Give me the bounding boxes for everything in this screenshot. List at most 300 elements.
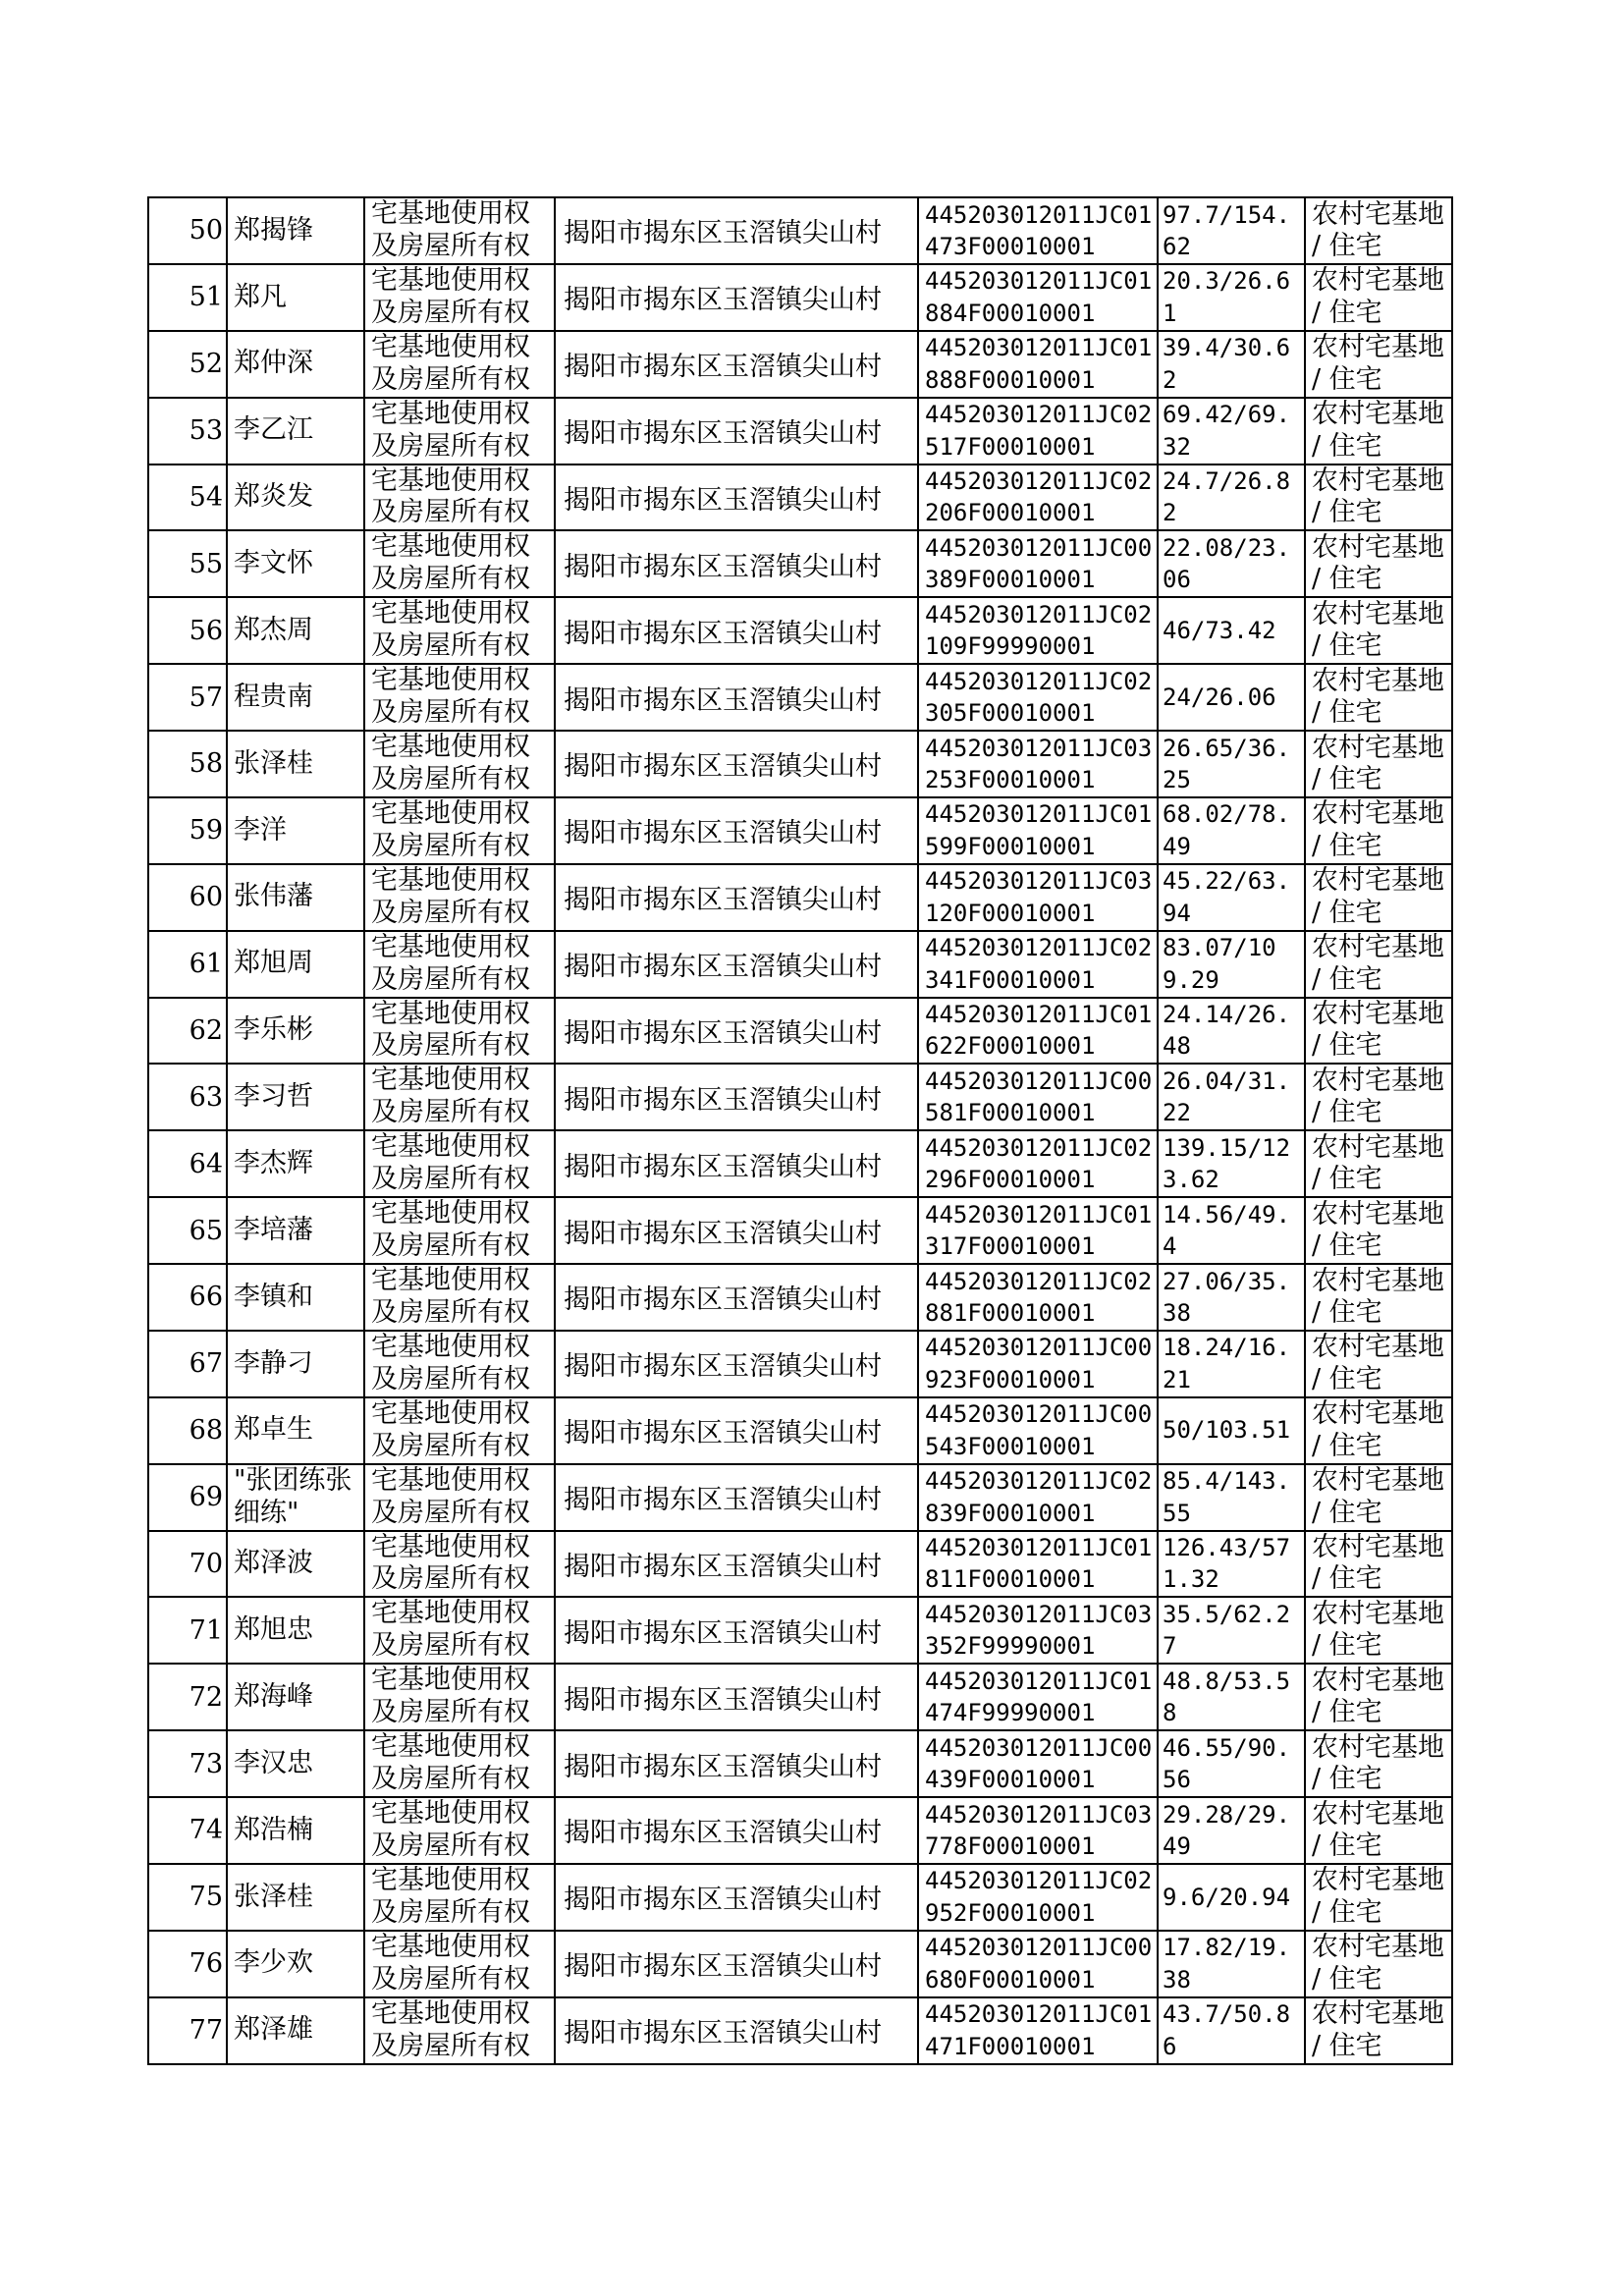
area-cell — [1158, 731, 1305, 797]
right-type-text: 宅基地使用权及房屋所有权 — [371, 1997, 530, 2061]
usage-text: 农村宅基地 / 住宅 — [1312, 1865, 1444, 1928]
table-row — [148, 1931, 1452, 1997]
right-type-text: 宅基地使用权及房屋所有权 — [371, 1864, 530, 1928]
right-type-text: 宅基地使用权及房屋所有权 — [371, 1265, 530, 1328]
table-row — [148, 1397, 1452, 1464]
usage-cell — [1305, 998, 1452, 1065]
owner-name-cell — [227, 998, 364, 1065]
unit-code-cell — [918, 530, 1158, 597]
location-text: 揭阳市揭东区玉滘镇尖山村 — [564, 1818, 882, 1849]
row-number-text: 68 — [189, 1415, 223, 1447]
area-cell — [1158, 1331, 1305, 1397]
right-type-cell — [364, 530, 555, 597]
row-number-cell — [148, 1064, 227, 1130]
usage-cell — [1305, 1931, 1452, 1997]
row-number-text: 53 — [189, 415, 223, 447]
location-text: 揭阳市揭东区玉滘镇尖山村 — [564, 684, 882, 716]
area-cell — [1158, 1397, 1305, 1464]
right-type-text: 宅基地使用权及房屋所有权 — [371, 1665, 530, 1728]
area-text: 26.04/31.22 — [1163, 1066, 1291, 1127]
usage-cell — [1305, 1197, 1452, 1264]
row-number-cell — [148, 1730, 227, 1797]
owner-name-cell — [227, 1397, 364, 1464]
location-text: 揭阳市揭东区玉滘镇尖山村 — [564, 751, 882, 783]
location-cell — [555, 1531, 918, 1598]
table-row — [148, 264, 1452, 331]
unit-code-cell — [918, 664, 1158, 731]
location-cell — [555, 1997, 918, 2064]
usage-text: 农村宅基地 / 住宅 — [1312, 798, 1444, 861]
owner-name-cell — [227, 1064, 364, 1130]
right-type-text: 宅基地使用权及房屋所有权 — [371, 998, 530, 1062]
right-type-cell — [364, 1464, 555, 1531]
row-number-text: 59 — [189, 815, 223, 847]
area-cell — [1158, 1130, 1305, 1197]
right-type-text: 宅基地使用权及房屋所有权 — [371, 1464, 530, 1528]
owner-name-cell — [227, 731, 364, 797]
area-text: 17.82/19.38 — [1163, 1934, 1291, 1994]
usage-text: 农村宅基地 / 住宅 — [1312, 1398, 1444, 1461]
row-number-text: 76 — [189, 1948, 223, 1980]
location-text: 揭阳市揭东区玉滘镇尖山村 — [564, 1485, 882, 1516]
table-row — [148, 1597, 1452, 1664]
right-type-cell — [364, 464, 555, 531]
row-number-text: 52 — [189, 349, 223, 380]
owner-name-text: 李汉忠 — [234, 1747, 313, 1778]
owner-name-cell — [227, 197, 364, 264]
right-type-cell — [364, 931, 555, 998]
unit-code-text: 445203012011JC00923F00010001 — [925, 1334, 1153, 1393]
area-cell — [1158, 331, 1305, 398]
area-text: 9.6/20.94 — [1163, 1883, 1291, 1911]
area-cell — [1158, 464, 1305, 531]
unit-code-cell — [918, 464, 1158, 531]
owner-name-text: 李培藩 — [234, 1214, 313, 1245]
area-cell — [1158, 998, 1305, 1065]
owner-name-text: 李乐彬 — [234, 1014, 313, 1046]
location-cell — [555, 1864, 918, 1931]
table-row — [148, 731, 1452, 797]
area-text: 24.7/26.82 — [1163, 467, 1291, 527]
unit-code-text: 445203012011JC03352F99990001 — [925, 1600, 1153, 1661]
unit-code-cell — [918, 1197, 1158, 1264]
location-cell — [555, 331, 918, 398]
owner-name-text: 李乙江 — [234, 414, 313, 446]
unit-code-text: 445203012011JC01811F00010001 — [925, 1534, 1153, 1594]
unit-code-text: 445203012011JC00581F00010001 — [925, 1066, 1153, 1127]
area-cell — [1158, 664, 1305, 731]
unit-code-text: 445203012011JC02296F00010001 — [925, 1133, 1153, 1194]
usage-cell — [1305, 1464, 1452, 1531]
location-text: 揭阳市揭东区玉滘镇尖山村 — [564, 952, 882, 983]
row-number-cell — [148, 1464, 227, 1531]
right-type-text: 宅基地使用权及房屋所有权 — [371, 1198, 530, 1262]
area-text: 46.55/90.56 — [1163, 1733, 1291, 1794]
row-number-cell — [148, 1597, 227, 1664]
area-cell — [1158, 931, 1305, 998]
usage-text: 农村宅基地 / 住宅 — [1312, 198, 1444, 261]
area-cell — [1158, 1797, 1305, 1864]
area-text: 45.22/63.94 — [1163, 867, 1291, 927]
usage-text: 农村宅基地 / 住宅 — [1312, 598, 1444, 662]
area-cell — [1158, 197, 1305, 264]
row-number-cell — [148, 998, 227, 1065]
table-row — [148, 331, 1452, 398]
area-text: 39.4/30.62 — [1163, 334, 1291, 394]
owner-name-cell — [227, 1797, 364, 1864]
right-type-cell — [364, 1531, 555, 1598]
row-number-text: 75 — [189, 1882, 223, 1913]
owner-name-cell — [227, 1331, 364, 1397]
right-type-text: 宅基地使用权及房屋所有权 — [371, 331, 530, 395]
usage-text: 农村宅基地 / 住宅 — [1312, 1131, 1444, 1195]
area-cell — [1158, 1531, 1305, 1598]
usage-text: 农村宅基地 / 住宅 — [1312, 932, 1444, 995]
table-row — [148, 797, 1452, 864]
table-row — [148, 1197, 1452, 1264]
owner-name-text: 李镇和 — [234, 1281, 313, 1312]
location-text: 揭阳市揭东区玉滘镇尖山村 — [564, 818, 882, 849]
owner-name-text: 郑卓生 — [234, 1414, 313, 1446]
unit-code-cell — [918, 864, 1158, 931]
unit-code-cell — [918, 1064, 1158, 1130]
row-number-cell — [148, 464, 227, 531]
unit-code-cell — [918, 797, 1158, 864]
usage-cell — [1305, 197, 1452, 264]
location-text: 揭阳市揭东区玉滘镇尖山村 — [564, 352, 882, 383]
right-type-cell — [364, 398, 555, 464]
owner-name-text: 郑旭周 — [234, 948, 313, 979]
row-number-text: 60 — [189, 882, 223, 913]
location-cell — [555, 264, 918, 331]
area-cell — [1158, 1597, 1305, 1664]
owner-name-cell — [227, 331, 364, 398]
unit-code-cell — [918, 197, 1158, 264]
owner-name-text: 郑浩楠 — [234, 1814, 313, 1845]
right-type-text: 宅基地使用权及房屋所有权 — [371, 264, 530, 328]
owner-name-text: 郑杰周 — [234, 614, 313, 645]
row-number-cell — [148, 1331, 227, 1397]
area-text: 68.02/78.49 — [1163, 800, 1291, 860]
area-cell — [1158, 1730, 1305, 1797]
table-row — [148, 1664, 1452, 1730]
area-text: 26.65/36.25 — [1163, 734, 1291, 793]
owner-name-text: 郑海峰 — [234, 1680, 313, 1712]
owner-name-cell — [227, 1664, 364, 1730]
owner-name-cell — [227, 1464, 364, 1531]
unit-code-cell — [918, 1597, 1158, 1664]
area-text: 24/26.06 — [1163, 683, 1276, 711]
area-text: 126.43/571.32 — [1163, 1534, 1291, 1594]
area-text: 27.06/35.38 — [1163, 1267, 1291, 1327]
area-cell — [1158, 398, 1305, 464]
location-cell — [555, 1797, 918, 1864]
row-number-text: 50 — [189, 215, 223, 246]
table-row — [148, 1331, 1452, 1397]
usage-cell — [1305, 597, 1452, 664]
location-text: 揭阳市揭东区玉滘镇尖山村 — [564, 1351, 882, 1383]
usage-cell — [1305, 1331, 1452, 1397]
table-row — [148, 1531, 1452, 1598]
owner-name-cell — [227, 1130, 364, 1197]
row-number-text: 70 — [189, 1548, 223, 1579]
table-row — [148, 664, 1452, 731]
unit-code-cell — [918, 264, 1158, 331]
unit-code-cell — [918, 1397, 1158, 1464]
area-cell — [1158, 1664, 1305, 1730]
area-text: 46/73.42 — [1163, 616, 1276, 644]
area-text: 48.8/53.58 — [1163, 1667, 1291, 1727]
unit-code-text: 445203012011JC02109F99990001 — [925, 600, 1153, 661]
area-text: 69.42/69.32 — [1163, 401, 1291, 461]
usage-cell — [1305, 664, 1452, 731]
row-number-cell — [148, 1664, 227, 1730]
unit-code-text: 445203012011JC02206F00010001 — [925, 467, 1153, 527]
row-number-text: 57 — [189, 682, 223, 713]
unit-code-text: 445203012011JC00680F00010001 — [925, 1934, 1153, 1994]
owner-name-cell — [227, 1531, 364, 1598]
unit-code-text: 445203012011JC01884F00010001 — [925, 267, 1153, 327]
right-type-text: 宅基地使用权及房屋所有权 — [371, 1598, 530, 1662]
owner-name-text: 郑仲深 — [234, 348, 313, 379]
location-cell — [555, 530, 918, 597]
right-type-text: 宅基地使用权及房屋所有权 — [371, 398, 530, 462]
area-text: 35.5/62.27 — [1163, 1600, 1291, 1661]
location-cell — [555, 398, 918, 464]
table-row — [148, 1864, 1452, 1931]
row-number-cell — [148, 1997, 227, 2064]
row-number-cell — [148, 398, 227, 464]
usage-cell — [1305, 1597, 1452, 1664]
usage-text: 农村宅基地 / 住宅 — [1312, 332, 1444, 395]
row-number-cell — [148, 1864, 227, 1931]
location-text: 揭阳市揭东区玉滘镇尖山村 — [564, 1218, 882, 1249]
usage-text: 农村宅基地 / 住宅 — [1312, 865, 1444, 928]
area-cell — [1158, 1197, 1305, 1264]
location-text: 揭阳市揭东区玉滘镇尖山村 — [564, 418, 882, 450]
owner-name-cell — [227, 1597, 364, 1664]
property-rights-table — [147, 196, 1453, 2065]
table-row — [148, 931, 1452, 998]
owner-name-cell — [227, 1730, 364, 1797]
unit-code-cell — [918, 1864, 1158, 1931]
unit-code-cell — [918, 331, 1158, 398]
owner-name-text: 郑泽雄 — [234, 2014, 313, 2046]
area-text: 24.14/26.48 — [1163, 1001, 1291, 1061]
table-row — [148, 1730, 1452, 1797]
location-text: 揭阳市揭东区玉滘镇尖山村 — [564, 1751, 882, 1782]
owner-name-text: 郑炎发 — [234, 481, 313, 513]
unit-code-text: 445203012011JC02881F00010001 — [925, 1267, 1153, 1327]
usage-cell — [1305, 1664, 1452, 1730]
right-type-cell — [364, 1130, 555, 1197]
row-number-cell — [148, 797, 227, 864]
location-text: 揭阳市揭东区玉滘镇尖山村 — [564, 1951, 882, 1983]
usage-text: 农村宅基地 / 住宅 — [1312, 1198, 1444, 1262]
right-type-cell — [364, 197, 555, 264]
owner-name-cell — [227, 398, 364, 464]
right-type-cell — [364, 1397, 555, 1464]
owner-name-text: 李静刁 — [234, 1347, 313, 1379]
unit-code-text: 445203012011JC02517F00010001 — [925, 401, 1153, 461]
owner-name-cell — [227, 597, 364, 664]
location-text: 揭阳市揭东区玉滘镇尖山村 — [564, 885, 882, 916]
unit-code-text: 445203012011JC00439F00010001 — [925, 1733, 1153, 1794]
location-text: 揭阳市揭东区玉滘镇尖山村 — [564, 1617, 882, 1649]
row-number-text: 65 — [189, 1215, 223, 1246]
usage-cell — [1305, 331, 1452, 398]
unit-code-cell — [918, 398, 1158, 464]
owner-name-cell — [227, 931, 364, 998]
owner-name-text: 李少欢 — [234, 1947, 313, 1979]
right-type-cell — [364, 331, 555, 398]
location-cell — [555, 464, 918, 531]
usage-text: 农村宅基地 / 住宅 — [1312, 1665, 1444, 1728]
unit-code-text: 445203012011JC03120F00010001 — [925, 867, 1153, 927]
area-cell — [1158, 1931, 1305, 1997]
right-type-cell — [364, 1064, 555, 1130]
area-text: 50/103.51 — [1163, 1416, 1291, 1445]
unit-code-text: 445203012011JC00543F00010001 — [925, 1400, 1153, 1460]
right-type-text: 宅基地使用权及房屋所有权 — [371, 598, 530, 662]
area-cell — [1158, 1264, 1305, 1331]
unit-code-cell — [918, 1997, 1158, 2064]
unit-code-text: 445203012011JC02305F00010001 — [925, 667, 1153, 728]
right-type-text: 宅基地使用权及房屋所有权 — [371, 1397, 530, 1461]
location-cell — [555, 1130, 918, 1197]
usage-cell — [1305, 1264, 1452, 1331]
area-cell — [1158, 597, 1305, 664]
location-text: 揭阳市揭东区玉滘镇尖山村 — [564, 1017, 882, 1049]
owner-name-text: 郑凡 — [234, 281, 287, 312]
right-type-cell — [364, 1597, 555, 1664]
usage-cell — [1305, 1064, 1452, 1130]
right-type-text: 宅基地使用权及房屋所有权 — [371, 797, 530, 861]
right-type-cell — [364, 1664, 555, 1730]
row-number-cell — [148, 1931, 227, 1997]
usage-cell — [1305, 398, 1452, 464]
unit-code-cell — [918, 1797, 1158, 1864]
right-type-text: 宅基地使用权及房屋所有权 — [371, 732, 530, 794]
usage-cell — [1305, 264, 1452, 331]
right-type-text: 宅基地使用权及房屋所有权 — [371, 1065, 530, 1128]
usage-text: 农村宅基地 / 住宅 — [1312, 1332, 1444, 1394]
table-row — [148, 998, 1452, 1065]
right-type-text: 宅基地使用权及房屋所有权 — [371, 1731, 530, 1795]
table-row — [148, 530, 1452, 597]
location-text: 揭阳市揭东区玉滘镇尖山村 — [564, 2018, 882, 2049]
row-number-text: 71 — [189, 1614, 223, 1646]
usage-cell — [1305, 1730, 1452, 1797]
owner-name-text: "张团练张细练" — [234, 1465, 352, 1528]
row-number-text: 66 — [189, 1282, 223, 1313]
owner-name-cell — [227, 864, 364, 931]
unit-code-text: 445203012011JC02952F00010001 — [925, 1867, 1153, 1927]
row-number-cell — [148, 597, 227, 664]
location-cell — [555, 864, 918, 931]
row-number-text: 55 — [189, 548, 223, 579]
row-number-text: 69 — [189, 1482, 223, 1513]
right-type-cell — [364, 1864, 555, 1931]
usage-text: 农村宅基地 / 住宅 — [1312, 1998, 1444, 2061]
row-number-text: 73 — [189, 1748, 223, 1779]
usage-text: 农村宅基地 / 住宅 — [1312, 531, 1444, 595]
row-number-cell — [148, 1531, 227, 1598]
owner-name-text: 张泽桂 — [234, 747, 313, 779]
table-row — [148, 1464, 1452, 1531]
usage-text: 农村宅基地 / 住宅 — [1312, 1465, 1444, 1528]
row-number-cell — [148, 1797, 227, 1864]
unit-code-text: 445203012011JC01622F00010001 — [925, 1001, 1153, 1061]
usage-text: 农村宅基地 / 住宅 — [1312, 1532, 1444, 1595]
owner-name-text: 李洋 — [234, 814, 287, 846]
table-row — [148, 864, 1452, 931]
table-row — [148, 197, 1452, 264]
area-text: 43.7/50.86 — [1163, 2000, 1291, 2060]
usage-text: 农村宅基地 / 住宅 — [1312, 1065, 1444, 1128]
location-text: 揭阳市揭东区玉滘镇尖山村 — [564, 484, 882, 516]
location-text: 揭阳市揭东区玉滘镇尖山村 — [564, 1551, 882, 1582]
unit-code-text: 445203012011JC03778F00010001 — [925, 1800, 1153, 1860]
row-number-cell — [148, 864, 227, 931]
unit-code-cell — [918, 731, 1158, 797]
row-number-text: 64 — [189, 1148, 223, 1179]
location-cell — [555, 931, 918, 998]
owner-name-text: 郑旭忠 — [234, 1614, 313, 1646]
unit-code-text: 445203012011JC02341F00010001 — [925, 934, 1153, 994]
right-type-cell — [364, 864, 555, 931]
right-type-cell — [364, 797, 555, 864]
table-row — [148, 1130, 1452, 1197]
unit-code-text: 445203012011JC01317F00010001 — [925, 1200, 1153, 1261]
location-cell — [555, 597, 918, 664]
usage-cell — [1305, 864, 1452, 931]
location-text: 揭阳市揭东区玉滘镇尖山村 — [564, 1284, 882, 1316]
right-type-cell — [364, 1197, 555, 1264]
unit-code-text: 445203012011JC01473F00010001 — [925, 200, 1153, 260]
location-cell — [555, 1597, 918, 1664]
row-number-cell — [148, 264, 227, 331]
area-cell — [1158, 797, 1305, 864]
owner-name-cell — [227, 1197, 364, 1264]
location-cell — [555, 1197, 918, 1264]
row-number-cell — [148, 197, 227, 264]
right-type-text: 宅基地使用权及房屋所有权 — [371, 665, 530, 729]
usage-text: 农村宅基地 / 住宅 — [1312, 1598, 1444, 1662]
unit-code-cell — [918, 931, 1158, 998]
location-cell — [555, 1397, 918, 1464]
right-type-cell — [364, 664, 555, 731]
unit-code-cell — [918, 1464, 1158, 1531]
usage-cell — [1305, 1397, 1452, 1464]
row-number-cell — [148, 1130, 227, 1197]
right-type-cell — [364, 1931, 555, 1997]
unit-code-text: 445203012011JC01888F00010001 — [925, 334, 1153, 394]
usage-text: 农村宅基地 / 住宅 — [1312, 399, 1444, 462]
row-number-text: 61 — [189, 949, 223, 980]
area-cell — [1158, 864, 1305, 931]
row-number-text: 67 — [189, 1348, 223, 1380]
location-cell — [555, 797, 918, 864]
table-row — [148, 1797, 1452, 1864]
area-cell — [1158, 1464, 1305, 1531]
table-row — [148, 1997, 1452, 2064]
right-type-text: 宅基地使用权及房屋所有权 — [371, 1131, 530, 1195]
location-cell — [555, 731, 918, 797]
row-number-text: 62 — [189, 1014, 223, 1046]
usage-text: 农村宅基地 / 住宅 — [1312, 999, 1444, 1062]
area-cell — [1158, 1864, 1305, 1931]
